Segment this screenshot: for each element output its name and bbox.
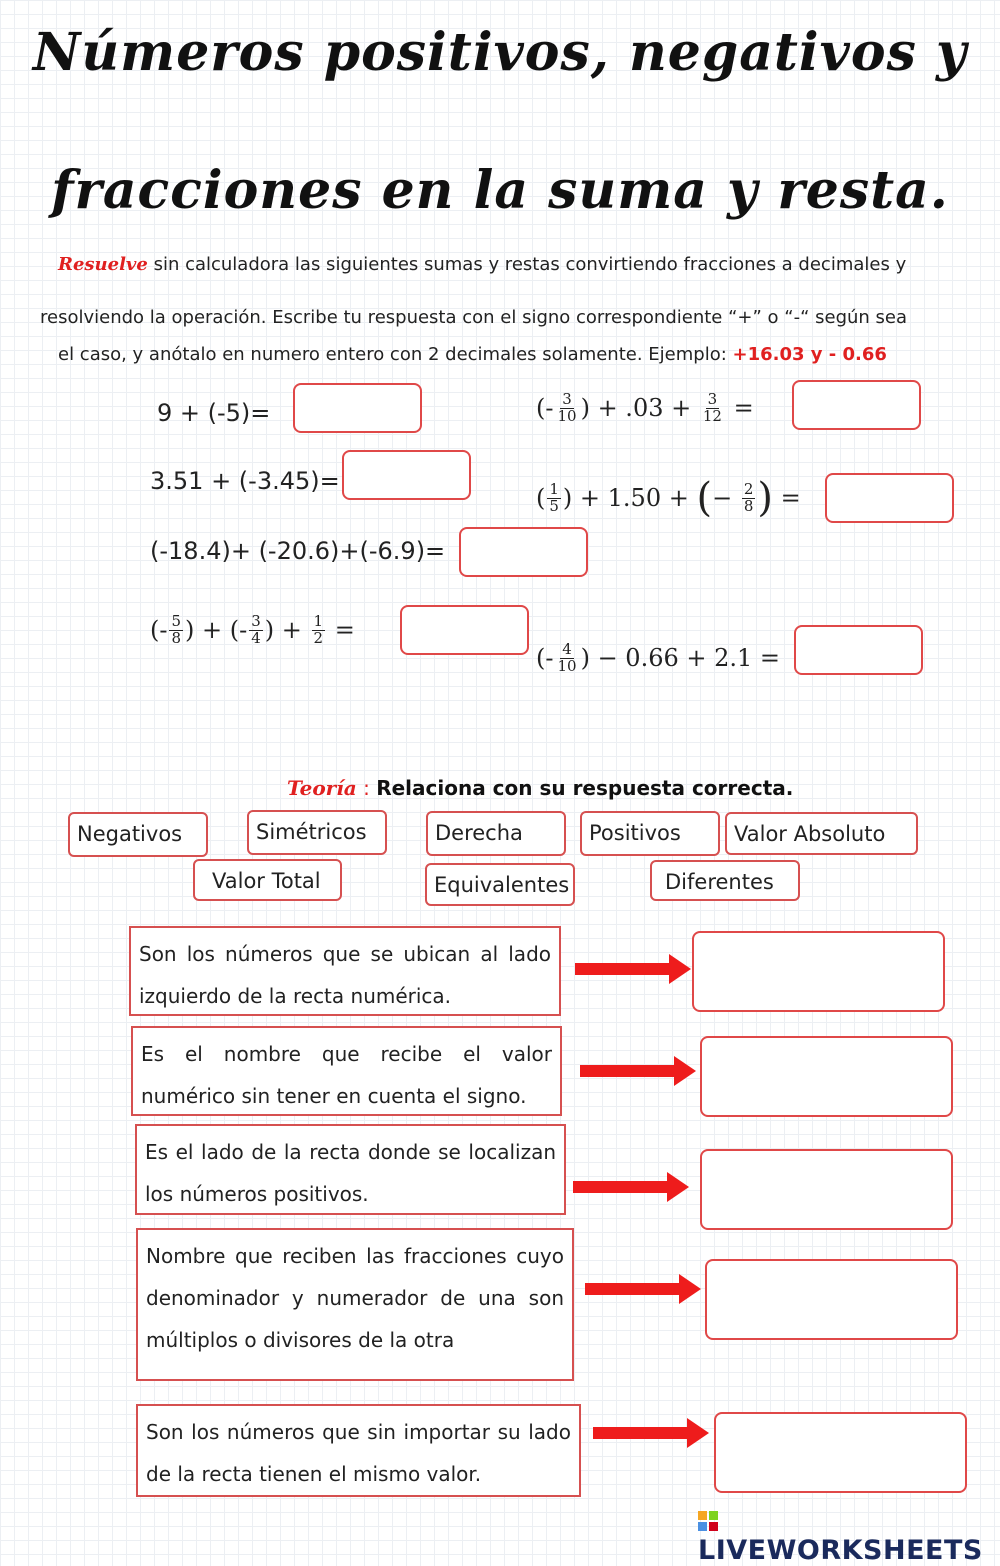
- teoria-instruction: Relaciona con su respuesta correcta.: [376, 776, 794, 800]
- word-positivos[interactable]: Positivos: [580, 811, 720, 856]
- word-valor-absoluto[interactable]: Valor Absoluto: [725, 812, 918, 855]
- exercise-3: (-18.4)+ (-20.6)+(-6.9)=: [150, 537, 446, 565]
- match-answer-box-5[interactable]: [714, 1412, 967, 1493]
- exercise-6: ( $\frac{1}{5}$ ) + 1.50 + ( − $\frac{2}{8}$ ) =: [536, 475, 801, 521]
- word-negativos[interactable]: Negativos: [68, 812, 208, 857]
- instructions-line-1: [58, 254, 906, 275]
- arrow-right-icon: [585, 1274, 702, 1304]
- question-4: Nombre que reciben las fracciones cuyo denominador y numerador de una son múltiplos o divisores de la otra: [136, 1228, 574, 1381]
- exercise-5: (- $\frac{3}{10}$ ) + .03 + $\frac{3}{12}$ =: [536, 389, 754, 425]
- exercise-7: (- $\frac{4}{10}$ ) − 0.66 + 2.1 =: [536, 639, 781, 675]
- word-valor-total[interactable]: Valor Total: [193, 859, 342, 901]
- teoria-keyword: Teoría: [287, 776, 357, 800]
- arrow-right-icon: [580, 1056, 697, 1086]
- arrow-right-icon: [593, 1418, 710, 1448]
- question-5: Son los números que sin importar su lado de la recta tienen el mismo valor.: [136, 1404, 581, 1497]
- exercise-2: 3.51 + (-3.45)=: [150, 467, 340, 495]
- example-answer: +16.03 y - 0.66: [732, 344, 887, 365]
- liveworksheets-logo: [698, 1504, 1000, 1566]
- fraction-3-4: $\frac{3}{4}$: [251, 611, 261, 647]
- fraction-1-2: $\frac{1}{2}$: [313, 611, 324, 647]
- fraction-4-10: $\frac{4}{10}$: [557, 639, 577, 675]
- teoria-heading: Teoría : Relaciona con su respuesta correcta.: [287, 776, 794, 800]
- match-answer-box-4[interactable]: [705, 1259, 958, 1340]
- instructions-text-3: el caso, y anótalo en numero entero con 2 decimales solamente. Ejemplo:: [58, 344, 733, 365]
- exercise-4: (- $\frac{5}{8}$ ) + (- $\frac{3}{4}$ ) + $\frac{1}{2}$ =: [150, 611, 355, 647]
- answer-box-1[interactable]: [293, 383, 422, 433]
- answer-box-7[interactable]: [794, 625, 923, 675]
- question-1: Son los números que se ubican al lado izquierdo de la recta numérica.: [129, 926, 561, 1016]
- instructions-text-1: sin calculadora las siguientes sumas y restas convirtiendo fracciones a decimales y: [147, 254, 907, 275]
- fraction-5-8: $\frac{5}{8}$: [171, 611, 182, 647]
- fraction-1-5: $\frac{1}{5}$: [549, 479, 559, 515]
- match-answer-box-3[interactable]: [700, 1149, 953, 1230]
- match-answer-box-1[interactable]: [692, 931, 945, 1012]
- match-answer-box-2[interactable]: [700, 1036, 953, 1117]
- resuelve-keyword: Resuelve: [58, 254, 148, 275]
- fraction-3-10: $\frac{3}{10}$: [557, 389, 577, 425]
- arrow-right-icon: [575, 954, 692, 984]
- word-diferentes[interactable]: Diferentes: [650, 860, 800, 901]
- word-equivalentes[interactable]: Equivalentes: [425, 863, 575, 906]
- fraction-2-8: $\frac{2}{8}$: [743, 479, 754, 515]
- arrow-right-icon: [573, 1172, 690, 1202]
- instructions-line-2: resolviendo la operación. Escribe tu respuesta con el signo correspondiente “+” o “-“ según sea: [40, 307, 908, 328]
- answer-box-6[interactable]: [825, 473, 954, 523]
- answer-box-3[interactable]: [459, 527, 588, 577]
- liveworksheets-logo-text: LIVEWORKSHEETS: [698, 1535, 983, 1566]
- word-derecha[interactable]: Derecha: [426, 811, 566, 856]
- fraction-3-12: $\frac{3}{12}$: [702, 389, 722, 425]
- question-3: Es el lado de la recta donde se localizan los números positivos.: [135, 1124, 566, 1215]
- title-line-1: Números positivos, negativos y: [32, 22, 968, 83]
- instructions-line-3: [58, 344, 887, 365]
- answer-box-2[interactable]: [342, 450, 471, 500]
- exercise-1: 9 + (-5)=: [157, 399, 271, 427]
- liveworksheets-logo-icon: [698, 1511, 718, 1531]
- answer-box-5[interactable]: [792, 380, 921, 430]
- question-2: Es el nombre que recibe el valor numérico sin tener en cuenta el signo.: [131, 1026, 562, 1116]
- answer-box-4[interactable]: [400, 605, 529, 655]
- title-line-2: fracciones en la suma y resta.: [51, 160, 949, 221]
- word-simetricos[interactable]: Simétricos: [247, 810, 387, 855]
